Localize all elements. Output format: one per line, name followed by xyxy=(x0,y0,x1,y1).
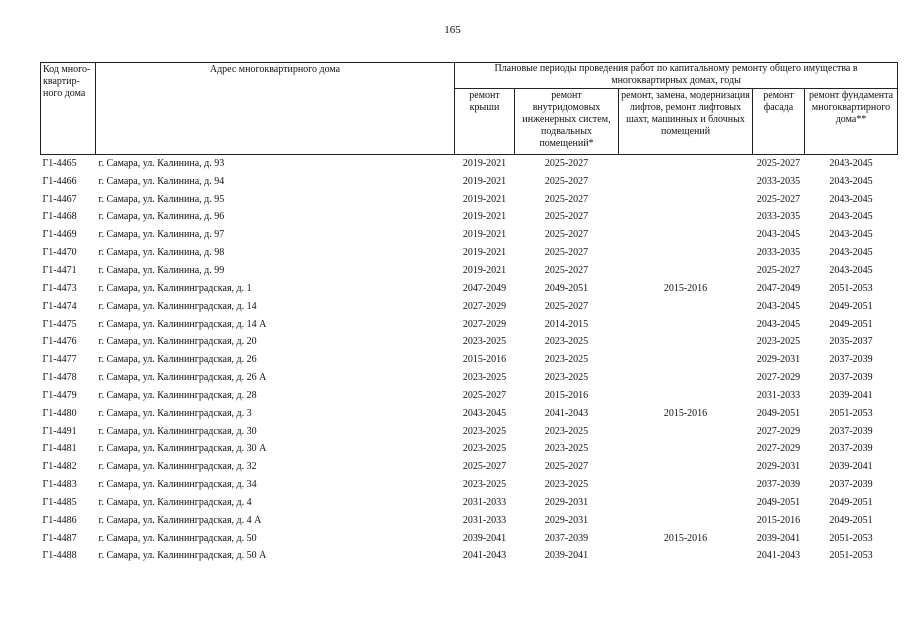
cell-address: г. Самара, ул. Калинина, д. 95 xyxy=(98,193,225,205)
cell-foundation: 2039-2041 xyxy=(829,389,873,401)
cell-foundation: 2049-2051 xyxy=(829,514,873,526)
cell-address: г. Самара, ул. Калининградская, д. 1 xyxy=(98,282,252,294)
cell-lifts xyxy=(619,191,753,209)
cell-lifts xyxy=(619,423,753,441)
cell-systems: 2025-2027 xyxy=(544,264,589,276)
cell-foundation: 2037-2039 xyxy=(829,479,873,491)
cell-code: Г1-4470 xyxy=(42,247,77,259)
cell-lifts xyxy=(619,244,753,262)
cell-roof: 2019-2021 xyxy=(462,247,507,259)
cell-code: Г1-4478 xyxy=(42,372,77,384)
cell-code: Г1-4477 xyxy=(42,354,77,366)
cell-facade: 2023-2025 xyxy=(756,336,801,348)
cell-address: г. Самара, ул. Калининградская, д. 4 А xyxy=(98,514,262,526)
cell-systems: 2023-2025 xyxy=(544,372,589,384)
cell-code: Г1-4465 xyxy=(42,157,77,169)
cell-systems: 2037-2039 xyxy=(544,532,589,544)
cell-code: Г1-4480 xyxy=(42,407,77,419)
cell-code: Г1-4475 xyxy=(42,318,77,330)
table-row xyxy=(41,369,898,387)
cell-systems: 2023-2025 xyxy=(544,425,589,437)
cell-address: г. Самара, ул. Калининградская, д. 26 xyxy=(98,354,257,366)
cell-lifts xyxy=(619,333,753,351)
cell-systems: 2039-2041 xyxy=(544,550,589,562)
cell-foundation: 2051-2053 xyxy=(829,282,873,294)
table-row xyxy=(41,476,898,494)
table-row xyxy=(41,226,898,244)
cell-address: г. Самара, ул. Калининградская, д. 14 xyxy=(98,300,257,312)
cell-foundation: 2049-2051 xyxy=(829,318,873,330)
cell-lifts xyxy=(619,369,753,387)
cell-address: г. Самара, ул. Калининградская, д. 14 А xyxy=(98,318,267,330)
cell-systems: 2025-2027 xyxy=(544,175,589,187)
cell-facade: 2049-2051 xyxy=(756,496,801,508)
header-periods-group: Плановые периоды проведения работ по капитальному ремонту общего имущества в многоквартирных домах, годы xyxy=(455,63,898,89)
cell-lifts xyxy=(619,209,753,227)
cell-foundation: 2049-2051 xyxy=(829,496,873,508)
cell-foundation: 2051-2053 xyxy=(829,550,873,562)
cell-foundation: 2037-2039 xyxy=(829,372,873,384)
capital-repair-table xyxy=(40,62,898,565)
cell-address: г. Самара, ул. Калининградская, д. 26 А xyxy=(98,372,267,384)
cell-lifts xyxy=(619,316,753,334)
cell-roof: 2047-2049 xyxy=(462,282,507,294)
cell-systems: 2029-2031 xyxy=(544,496,589,508)
cell-address: г. Самара, ул. Калининградская, д. 4 xyxy=(98,496,252,508)
cell-foundation: 2051-2053 xyxy=(829,407,873,419)
cell-code: Г1-4469 xyxy=(42,229,77,241)
cell-facade: 2033-2035 xyxy=(756,175,801,187)
cell-code: Г1-4483 xyxy=(42,479,77,491)
cell-address: г. Самара, ул. Калинина, д. 96 xyxy=(98,211,225,223)
cell-address: г. Самара, ул. Калининградская, д. 50 xyxy=(98,532,257,544)
table-row xyxy=(41,155,898,173)
cell-roof: 2027-2029 xyxy=(462,300,507,312)
cell-facade: 2043-2045 xyxy=(756,300,801,312)
header-facade: ремонт фасада xyxy=(753,89,805,155)
cell-lifts xyxy=(619,512,753,530)
cell-address: г. Самара, ул. Калинина, д. 94 xyxy=(98,175,225,187)
cell-roof: 2023-2025 xyxy=(462,372,507,384)
cell-foundation: 2043-2045 xyxy=(829,264,873,276)
cell-facade: 2029-2031 xyxy=(756,354,801,366)
cell-roof: 2019-2021 xyxy=(462,193,507,205)
cell-facade: 2027-2029 xyxy=(756,425,801,437)
cell-address: г. Самара, ул. Калинина, д. 97 xyxy=(98,229,225,241)
cell-lifts xyxy=(619,548,753,566)
cell-code: Г1-4466 xyxy=(42,175,77,187)
cell-lifts xyxy=(619,458,753,476)
cell-foundation: 2043-2045 xyxy=(829,211,873,223)
table-row xyxy=(41,423,898,441)
table-header xyxy=(41,63,898,155)
cell-code: Г1-4467 xyxy=(42,193,77,205)
cell-systems: 2023-2025 xyxy=(544,443,589,455)
cell-foundation: 2035-2037 xyxy=(829,336,873,348)
cell-address: г. Самара, ул. Калининградская, д. 34 xyxy=(98,479,257,491)
table-row xyxy=(41,209,898,227)
table-row xyxy=(41,441,898,459)
cell-code: Г1-4491 xyxy=(42,425,77,437)
table-row xyxy=(41,244,898,262)
cell-code: Г1-4474 xyxy=(42,300,77,312)
cell-roof: 2039-2041 xyxy=(462,532,507,544)
table-row xyxy=(41,280,898,298)
cell-code: Г1-4487 xyxy=(42,532,77,544)
cell-roof: 2031-2033 xyxy=(462,514,507,526)
cell-facade: 2033-2035 xyxy=(756,211,801,223)
cell-systems: 2041-2043 xyxy=(544,407,589,419)
cell-address: г. Самара, ул. Калининградская, д. 50 А xyxy=(98,550,267,562)
cell-roof: 2041-2043 xyxy=(462,550,507,562)
table-row xyxy=(41,173,898,191)
cell-facade: 2015-2016 xyxy=(756,514,801,526)
cell-systems: 2023-2025 xyxy=(544,336,589,348)
cell-foundation: 2037-2039 xyxy=(829,354,873,366)
cell-foundation: 2043-2045 xyxy=(829,247,873,259)
header-address: Адрес многоквартирного дома xyxy=(96,63,455,155)
table-row xyxy=(41,191,898,209)
cell-facade: 2025-2027 xyxy=(756,193,801,205)
cell-lifts: 2015-2016 xyxy=(663,532,708,544)
table-row xyxy=(41,494,898,512)
header-foundation: ремонт фундамента многоквартирного дома** xyxy=(805,89,898,155)
cell-address: г. Самара, ул. Калинина, д. 99 xyxy=(98,264,225,276)
cell-systems: 2015-2016 xyxy=(544,389,589,401)
cell-address: г. Самара, ул. Калининградская, д. 32 xyxy=(98,461,257,473)
cell-roof: 2025-2027 xyxy=(462,461,507,473)
cell-roof: 2019-2021 xyxy=(462,157,507,169)
table-row xyxy=(41,530,898,548)
cell-code: Г1-4479 xyxy=(42,389,77,401)
table-row xyxy=(41,512,898,530)
cell-roof: 2023-2025 xyxy=(462,336,507,348)
cell-foundation: 2043-2045 xyxy=(829,193,873,205)
cell-foundation: 2043-2045 xyxy=(829,229,873,241)
cell-lifts: 2015-2016 xyxy=(663,282,708,294)
cell-foundation: 2039-2041 xyxy=(829,461,873,473)
cell-lifts xyxy=(619,494,753,512)
cell-roof: 2019-2021 xyxy=(462,229,507,241)
cell-code: Г1-4488 xyxy=(42,550,77,562)
cell-lifts xyxy=(619,155,753,173)
cell-systems: 2025-2027 xyxy=(544,300,589,312)
cell-lifts xyxy=(619,387,753,405)
table-row xyxy=(41,333,898,351)
table-row xyxy=(41,387,898,405)
cell-roof: 2031-2033 xyxy=(462,496,507,508)
cell-foundation: 2037-2039 xyxy=(829,425,873,437)
cell-systems: 2025-2027 xyxy=(544,157,589,169)
cell-roof: 2023-2025 xyxy=(462,443,507,455)
page-number: 165 xyxy=(444,24,461,36)
cell-lifts: 2015-2016 xyxy=(663,407,708,419)
cell-facade: 2043-2045 xyxy=(756,229,801,241)
cell-roof: 2027-2029 xyxy=(462,318,507,330)
header-lifts: ремонт, замена, модернизация лифтов, ремонт лифтовых шахт, машинных и блочных помещений xyxy=(619,89,753,155)
cell-facade: 2031-2033 xyxy=(756,389,801,401)
cell-code: Г1-4485 xyxy=(42,496,77,508)
table-row xyxy=(41,548,898,566)
cell-address: г. Самара, ул. Калинина, д. 98 xyxy=(98,247,225,259)
cell-systems: 2029-2031 xyxy=(544,514,589,526)
cell-systems: 2023-2025 xyxy=(544,354,589,366)
cell-foundation: 2049-2051 xyxy=(829,300,873,312)
cell-foundation: 2043-2045 xyxy=(829,175,873,187)
cell-address: г. Самара, ул. Калининградская, д. 28 xyxy=(98,389,257,401)
cell-roof: 2019-2021 xyxy=(462,264,507,276)
cell-systems: 2023-2025 xyxy=(544,479,589,491)
table-row xyxy=(41,405,898,423)
cell-code: Г1-4471 xyxy=(42,264,77,276)
cell-facade: 2025-2027 xyxy=(756,157,801,169)
cell-systems: 2025-2027 xyxy=(544,461,589,473)
cell-lifts xyxy=(619,298,753,316)
cell-facade: 2039-2041 xyxy=(756,532,801,544)
table-body xyxy=(41,155,898,566)
cell-foundation: 2051-2053 xyxy=(829,532,873,544)
header-code: Код много-квартир-ного дома xyxy=(41,63,96,155)
cell-lifts xyxy=(619,226,753,244)
cell-address: г. Самара, ул. Калинина, д. 93 xyxy=(98,157,225,169)
cell-roof: 2043-2045 xyxy=(462,407,507,419)
header-roof: ремонт крыши xyxy=(455,89,515,155)
cell-roof: 2025-2027 xyxy=(462,389,507,401)
cell-facade: 2043-2045 xyxy=(756,318,801,330)
header-systems: ремонт внутридомовых инженерных систем, подвальных помещений* xyxy=(515,89,619,155)
cell-lifts xyxy=(619,173,753,191)
table-row xyxy=(41,458,898,476)
cell-facade: 2047-2049 xyxy=(756,282,801,294)
cell-facade: 2029-2031 xyxy=(756,461,801,473)
cell-facade: 2041-2043 xyxy=(756,550,801,562)
cell-code: Г1-4481 xyxy=(42,443,77,455)
cell-code: Г1-4473 xyxy=(42,282,77,294)
cell-systems: 2025-2027 xyxy=(544,229,589,241)
cell-systems: 2014-2015 xyxy=(544,318,589,330)
table-row xyxy=(41,262,898,280)
cell-systems: 2025-2027 xyxy=(544,211,589,223)
cell-systems: 2025-2027 xyxy=(544,193,589,205)
cell-code: Г1-4486 xyxy=(42,514,77,526)
table-row xyxy=(41,316,898,334)
cell-lifts xyxy=(619,262,753,280)
cell-roof: 2015-2016 xyxy=(462,354,507,366)
cell-lifts xyxy=(619,351,753,369)
cell-lifts xyxy=(619,476,753,494)
cell-foundation: 2037-2039 xyxy=(829,443,873,455)
cell-facade: 2033-2035 xyxy=(756,247,801,259)
cell-roof: 2023-2025 xyxy=(462,425,507,437)
table-row xyxy=(41,351,898,369)
cell-roof: 2019-2021 xyxy=(462,211,507,223)
cell-facade: 2027-2029 xyxy=(756,443,801,455)
cell-systems: 2049-2051 xyxy=(544,282,589,294)
cell-code: Г1-4482 xyxy=(42,461,77,473)
cell-address: г. Самара, ул. Калининградская, д. 20 xyxy=(98,336,257,348)
cell-facade: 2037-2039 xyxy=(756,479,801,491)
cell-facade: 2049-2051 xyxy=(756,407,801,419)
cell-code: Г1-4476 xyxy=(42,336,77,348)
cell-lifts xyxy=(619,441,753,459)
cell-address: г. Самара, ул. Калининградская, д. 3 xyxy=(98,407,252,419)
cell-roof: 2023-2025 xyxy=(462,479,507,491)
cell-roof: 2019-2021 xyxy=(462,175,507,187)
table-row xyxy=(41,298,898,316)
cell-facade: 2027-2029 xyxy=(756,372,801,384)
cell-address: г. Самара, ул. Калининградская, д. 30 xyxy=(98,425,257,437)
cell-facade: 2025-2027 xyxy=(756,264,801,276)
cell-systems: 2025-2027 xyxy=(544,247,589,259)
cell-address: г. Самара, ул. Калининградская, д. 30 А xyxy=(98,443,267,455)
cell-foundation: 2043-2045 xyxy=(829,157,873,169)
cell-code: Г1-4468 xyxy=(42,211,77,223)
